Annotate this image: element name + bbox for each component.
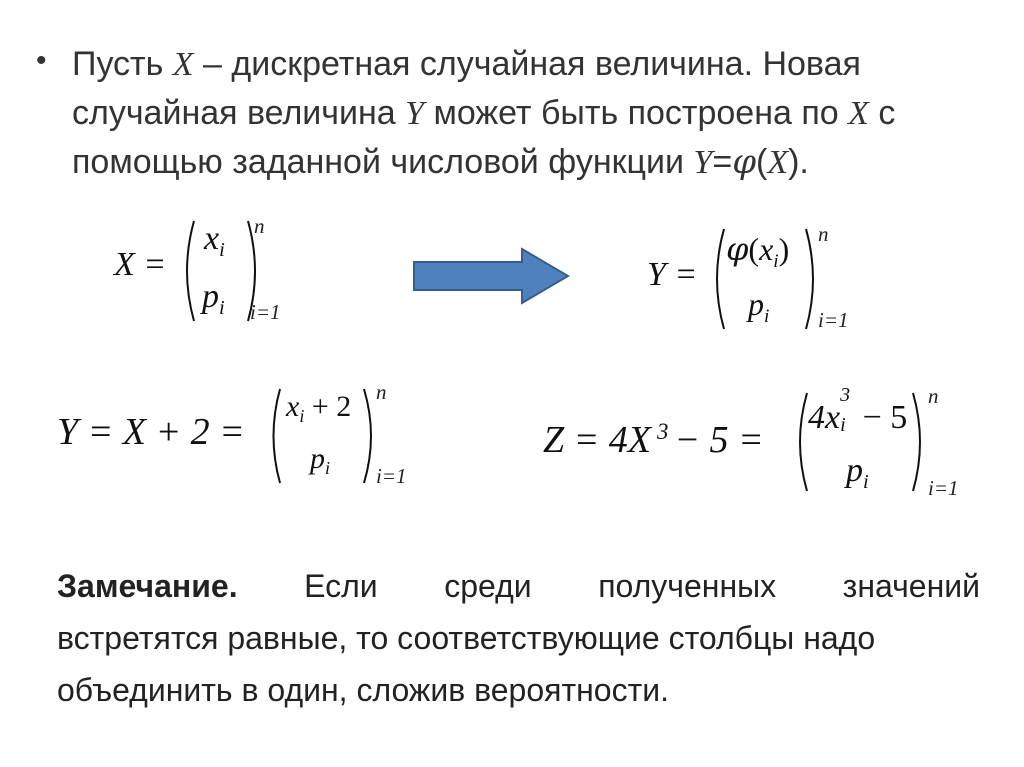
subscript: i: [863, 471, 869, 494]
formula-x-bottom: [202, 278, 225, 320]
phi: φ: [726, 230, 749, 268]
remark-label: Замечание.: [57, 568, 238, 604]
formula-y2-top: [286, 390, 352, 427]
var: x: [204, 220, 220, 257]
formula-x-lhs: X =: [114, 246, 167, 283]
var: p: [202, 278, 219, 315]
math-eq: =: [712, 143, 733, 181]
formula-y2-upper: n: [376, 380, 387, 404]
math-var: X: [172, 46, 194, 83]
math-paren: ).: [788, 143, 809, 181]
remark-paragraph: [57, 560, 980, 716]
text-run: с помощью заданной числовой функции: [72, 94, 896, 181]
math-phi: φ: [732, 142, 756, 182]
subscript: i: [299, 406, 305, 427]
text-run: – дискретная случайная величина. Новая случайная величина: [72, 45, 861, 132]
subscript: i: [840, 414, 846, 436]
term: Z = 4: [543, 419, 628, 461]
formula-z-bottom: [846, 452, 869, 494]
var: p: [310, 442, 325, 475]
formula-x-top: [204, 220, 225, 262]
remark-text: Если среди полученных значений: [237, 568, 980, 604]
var: x: [286, 390, 300, 423]
math-paren: (: [756, 143, 768, 181]
formula-y-bottom: [748, 286, 770, 327]
formula-y-top: [726, 230, 790, 272]
power: 3: [840, 384, 851, 406]
var: x: [759, 231, 774, 267]
math-var: Y: [405, 95, 425, 132]
paren: (: [748, 231, 760, 267]
text-run: Пусть: [72, 45, 173, 83]
subscript: i: [325, 458, 331, 479]
remark-line-3: объединить в один, сложив вероятности.: [57, 672, 669, 708]
bullet-marker: •: [36, 44, 47, 77]
var: X: [627, 419, 651, 461]
subscript: i: [764, 305, 770, 327]
formula-z-lower: i=1: [928, 476, 959, 500]
power: 3: [657, 419, 669, 445]
right-arrow-icon: [412, 246, 572, 306]
math-var: X: [767, 144, 789, 181]
subscript: i: [219, 239, 225, 262]
term: + 2: [311, 390, 352, 423]
formula-z-upper: n: [928, 384, 939, 408]
math-var: Y: [693, 144, 713, 181]
math-var: X: [848, 95, 869, 132]
formula-y2-lhs: Y = X + 2 =: [57, 411, 245, 453]
formula-x-lower: i=1: [250, 300, 281, 324]
coef: 4: [808, 399, 825, 436]
paren: ): [778, 231, 790, 267]
text-run: может быть построена по: [424, 94, 849, 132]
var: p: [846, 452, 863, 489]
formula-y-lower: i=1: [818, 308, 849, 332]
formula-z-lhs: [543, 418, 764, 462]
remark-line-2: встретятся равные, то соответствующие столбцы надо: [57, 620, 876, 656]
var: p: [748, 286, 764, 322]
bullet-paragraph: [72, 40, 1002, 187]
formula-y-upper: n: [818, 222, 829, 246]
term: − 5 =: [674, 419, 764, 461]
formula-y2-lower: i=1: [376, 464, 407, 488]
formula-z-top: [808, 384, 908, 437]
remark-line-1: [57, 560, 980, 612]
formula-y2-bottom: [310, 442, 331, 479]
subscript: i: [773, 250, 779, 272]
formula-x-upper: n: [254, 214, 265, 238]
var: x: [825, 399, 841, 436]
formula-y-lhs: Y =: [647, 256, 698, 293]
script-stack: [840, 384, 854, 436]
arrow-shape: [414, 249, 568, 303]
term: − 5: [862, 399, 908, 436]
subscript: i: [219, 297, 225, 320]
